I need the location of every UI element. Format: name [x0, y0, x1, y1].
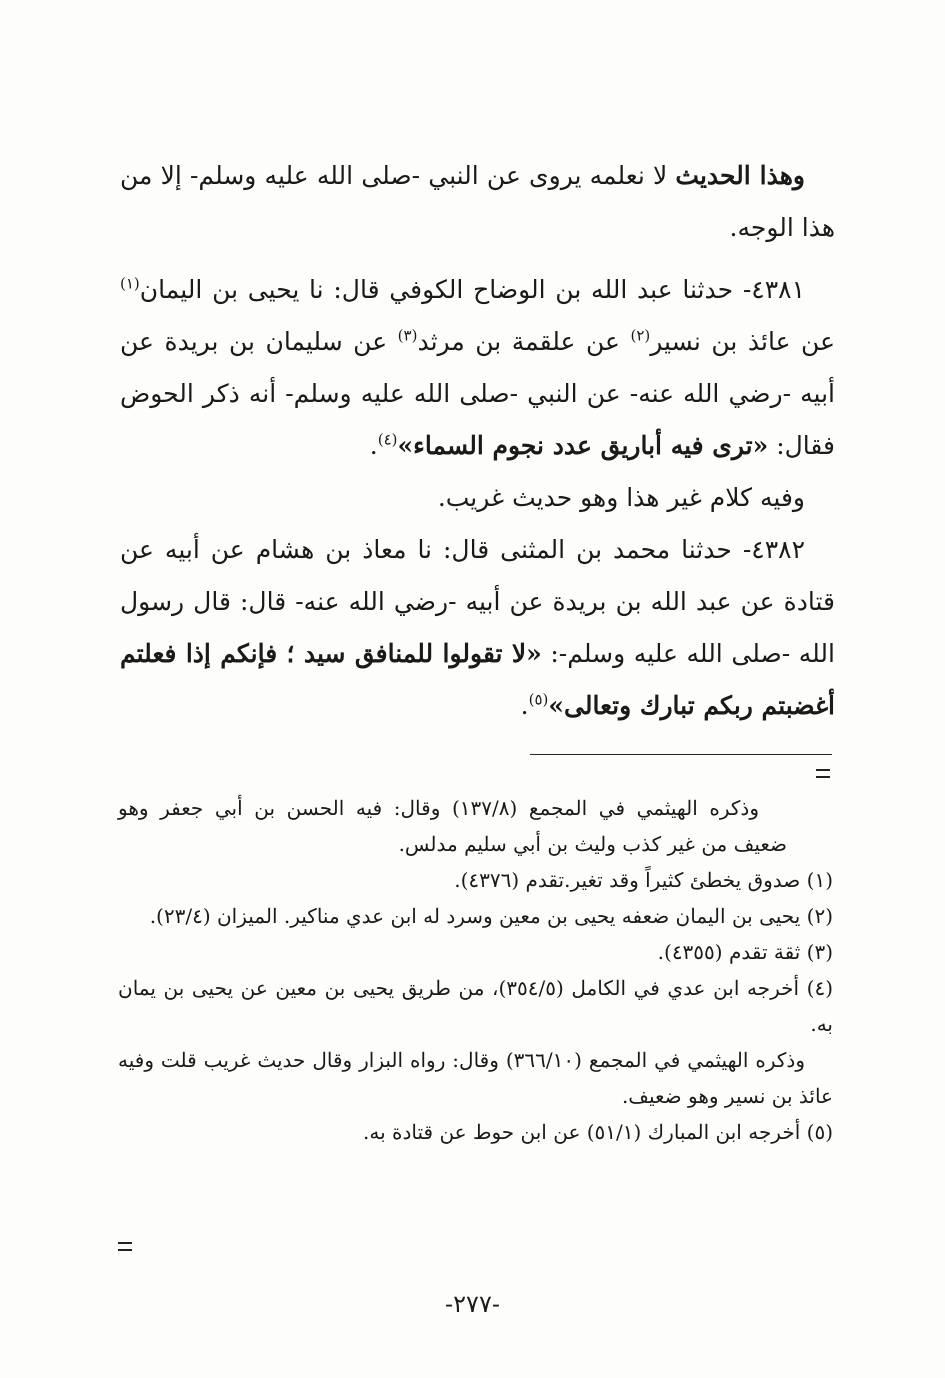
footnote-separator: [530, 754, 832, 755]
hadith-text: عن علقمة بن مرثد: [417, 327, 631, 356]
continuation-mark: [118, 1242, 132, 1251]
footnote-5: (٥) أخرجه ابن المبارك (٥١/١) عن ابن حوط عن قتادة به.: [363, 1120, 833, 1144]
footnote-ref-2: (٢): [630, 326, 651, 345]
hadith-4382: [120, 524, 835, 732]
footnote-ref-4: (٤): [377, 430, 398, 449]
paragraph-text: لا نعلمه يروى عن النبي -صلى الله عليه وسلم- إلا من هذا الوجه.: [120, 161, 835, 242]
hadith-text: عن سليمان بن بريدة عن أبيه -رضي الله عنه- عن النبي -صلى الله عليه وسلم- أنه ذكر الحوض فقال:: [120, 327, 835, 460]
hadith-quote: «لا تقولوا للمنافق سيد ؛ فإنكم إذا فعلتم أغضبتم ربكم تبارك وتعالى»: [120, 639, 835, 720]
hadith-text: .: [520, 691, 529, 720]
main-text: [120, 150, 835, 732]
footnote-4: (٤) أخرجه ابن عدي في الكامل (٣٥٤/٥)، من طريق يحيى بن معين عن يحيى بن يمان به.: [118, 976, 833, 1036]
hadith-text: .: [369, 431, 378, 460]
footnote-2: (٢) يحيى بن اليمان ضعفه يحيى بن معين وسرد له ابن عدي مناكير. الميزان (٢٣/٤).: [149, 904, 833, 928]
paragraph-closing-remark: [120, 150, 835, 254]
footnote-ref-3: (٣): [397, 326, 418, 345]
footnote-ref-1: (١): [120, 274, 140, 293]
footnotes: [118, 790, 833, 1150]
hadith-text: ٤٣٨٢- حدثنا محمد بن المثنى قال: نا معاذ بن هشام عن أبيه عن قتادة عن عبد الله بن بريدة عن أبيه -رضي الله عنه- قال: قال رسول الله -صلى الله عليه وسلم-:: [120, 535, 835, 668]
hadith-4381: [120, 264, 835, 472]
footnote-ref-5: (٥): [528, 690, 549, 709]
footnote-4-extra: وذكره الهيثمي في المجمع (٣٦٦/١٠) وقال: رواه البزار وقال حديث غريب قلت وفيه عائذ بن نسير وهو ضعيف.: [118, 1048, 833, 1108]
bold-lead-phrase: وهذا الحديث: [675, 161, 805, 190]
footnote-continuation: وذكره الهيثمي في المجمع (١٣٧/٨) وقال: فيه الحسن بن أبي جعفر وهو ضعيف من غير كذب وليث بن أبي سليم مدلس.: [118, 796, 787, 856]
hadith-text: ٤٣٨١- حدثنا عبد الله بن الوضاح الكوفي قال: نا يحيى بن اليمان: [139, 275, 805, 304]
hadith-text: عن عائذ بن نسير: [650, 327, 836, 356]
page-number: -٢٧٧-: [445, 1290, 500, 1318]
footnote-1: (١) صدوق يخطئ كثيراً وقد تغير.تقدم (٤٣٧٦).: [454, 868, 833, 892]
paragraph-remark: وفيه كلام غير هذا وهو حديث غريب.: [437, 483, 805, 512]
hadith-quote: «ترى فيه أباريق عدد نجوم السماء»: [397, 431, 769, 460]
footnote-3: (٣) ثقة تقدم (٤٣٥٥).: [657, 940, 833, 964]
continuation-mark: [816, 769, 830, 778]
